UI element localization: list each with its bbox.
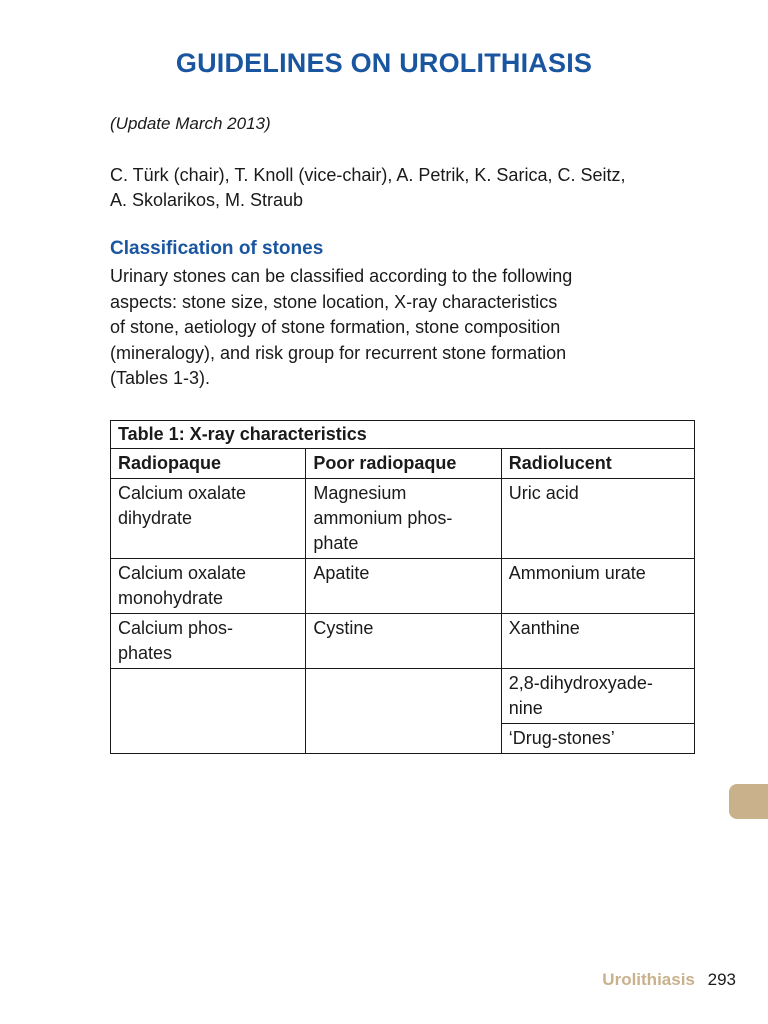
page-footer [602,970,736,990]
table-cell [501,559,694,614]
table-cell [111,614,306,669]
table-row [111,559,695,614]
table-caption: Table 1: X-ray characteristics [111,421,695,449]
table-cell [501,724,694,754]
document-title: GUIDELINES ON UROLITHIASIS [175,48,593,78]
cell-text: Calcium oxalate [118,563,247,583]
intro-line: (Tables 1-3). [110,368,211,388]
page-number: 293 [707,970,736,989]
intro-line: (mineralogy), and risk group for recurrent stone formation [110,342,567,363]
table-cell [111,479,306,559]
table-cell [501,479,694,559]
authors-line: A. Skolarikos, M. Straub [110,190,304,210]
xray-characteristics-table [110,420,695,754]
table-header-row [111,449,695,479]
table-row [111,479,695,559]
section-heading: Classification of stones [110,238,324,259]
cell-text: phates [118,643,173,663]
cell-text: Calcium phos- [118,618,234,638]
intro-line: Urinary stones can be classified according to the following [110,266,573,286]
table-cell [306,614,501,669]
table-caption-row [111,421,695,449]
cell-text: 2,8-dihydroxyade- [508,673,653,693]
intro-line: aspects: stone size, stone location, X-ray characteristics [110,291,558,312]
footer-chapter-label: Urolithiasis [602,970,695,989]
chapter-tab-marker [729,784,768,819]
cell-text: ‘Drug-stones’ [508,728,615,748]
table-cell [501,614,694,669]
cell-text: dihydrate [118,508,193,528]
table-cell-empty [111,669,306,754]
table-cell [501,669,694,724]
cell-text: nine [508,698,543,718]
cell-text: Apatite [313,563,370,583]
cell-text: ammonium phos- [313,508,453,528]
intro-line: of stone, aetiology of stone formation, stone composition [110,317,561,337]
cell-text: Calcium oxalate [118,483,247,503]
table-cell [306,479,501,559]
cell-text: Uric acid [508,483,579,503]
intro-paragraph [110,264,700,392]
column-header-poor-radiopaque: Poor radiopaque [306,449,501,479]
table-cell-empty [306,669,501,754]
table-cell [306,559,501,614]
authors-list [110,163,700,213]
authors-line: C. Türk (chair), T. Knoll (vice-chair), A. Petrik, K. Sarica, C. Seitz, [110,165,626,185]
cell-text: monohydrate [118,588,224,608]
column-header-radiolucent: Radiolucent [501,449,694,479]
column-header-radiopaque: Radiopaque [111,449,306,479]
cell-text: Xanthine [508,618,580,638]
cell-text: Ammonium urate [508,563,646,583]
table-row [111,669,695,724]
table-cell [111,559,306,614]
cell-text: phate [313,533,359,553]
cell-text: Magnesium [313,483,407,503]
cell-text: Cystine [313,618,374,638]
update-note: (Update March 2013) [110,114,271,133]
table-row [111,614,695,669]
